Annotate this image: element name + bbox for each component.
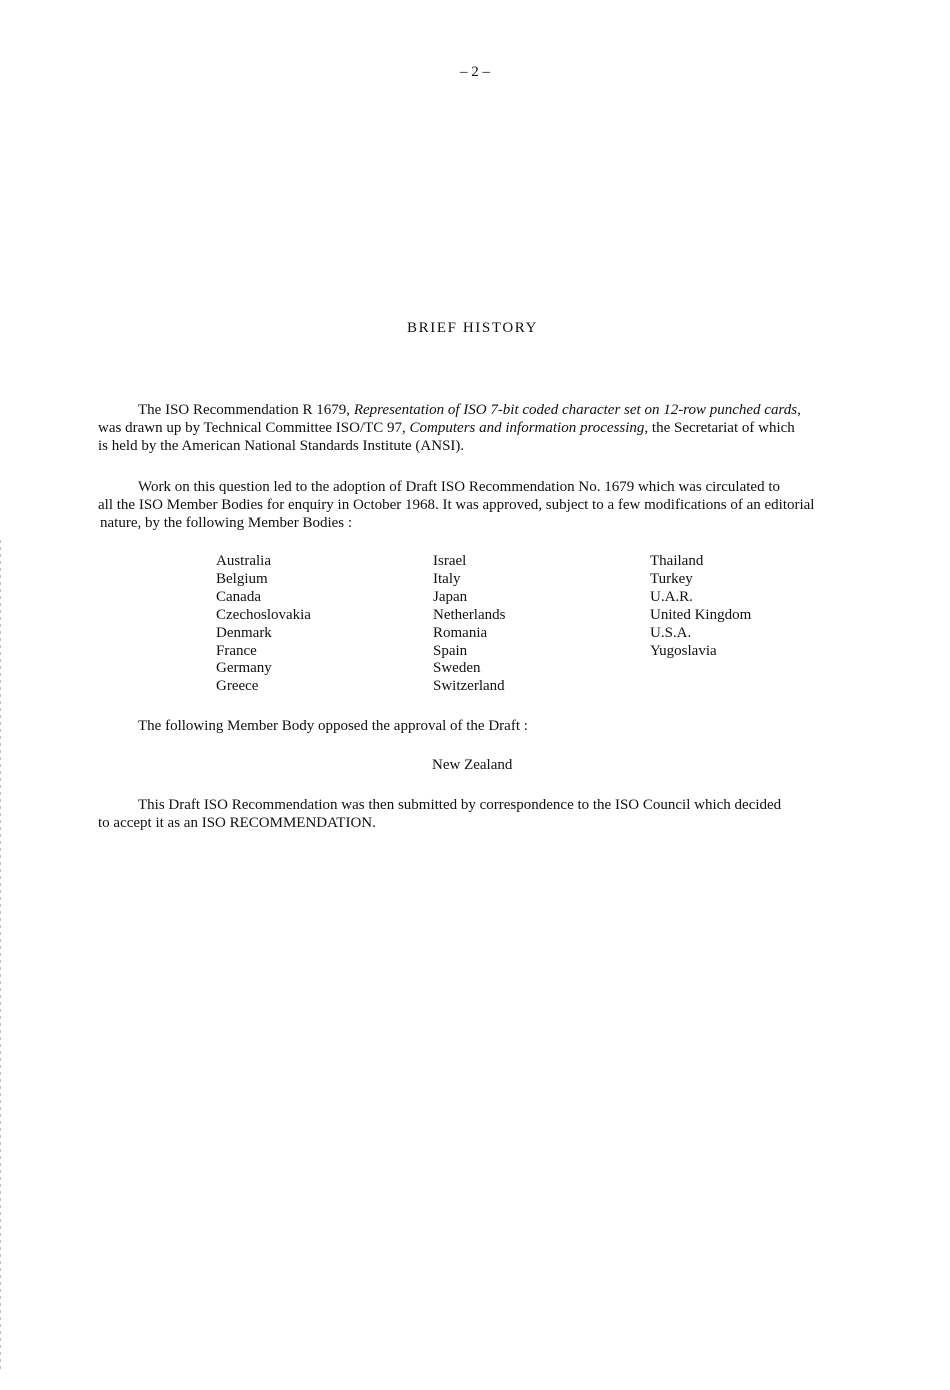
member-body: Spain	[433, 642, 468, 659]
member-body: Israel	[433, 553, 467, 569]
scan-edge-mark	[0, 540, 1, 1370]
paragraph-origin-line-3: is held by the American National Standards Institute (ANSI).	[98, 438, 465, 454]
member-body: Netherlands	[433, 606, 506, 623]
opposing-member-body: New Zealand	[432, 757, 513, 773]
paragraph-adoption-line-3: nature, by the following Member Bodies :	[100, 515, 353, 531]
member-body: U.S.A.	[650, 624, 692, 641]
member-body: U.A.R.	[650, 588, 693, 605]
member-body: Denmark	[216, 624, 272, 641]
member-body: Thailand	[650, 553, 704, 569]
paragraph-origin-line-1	[98, 401, 801, 419]
paragraph-acceptance-line-2: to accept it as an ISO RECOMMENDATION.	[98, 815, 376, 831]
member-body: Belgium	[216, 570, 268, 587]
paragraph-acceptance	[98, 796, 781, 832]
member-body: Romania	[433, 624, 488, 641]
paragraph-origin	[98, 401, 801, 455]
member-body: Turkey	[650, 570, 693, 587]
member-list-column-3	[650, 553, 751, 660]
paragraph-acceptance-line-1: This Draft ISO Recommendation was then submitted by correspondence to the ISO Council which decided	[138, 797, 782, 813]
paragraph-adoption	[98, 478, 814, 532]
paragraph-adoption-line-1: Work on this question led to the adoption of Draft ISO Recommendation No. 1679 which was circulated to	[138, 479, 780, 495]
member-body: Australia	[216, 553, 271, 569]
member-body: Greece	[216, 678, 259, 695]
member-list-column-2	[433, 553, 505, 696]
text-run: ,	[797, 402, 801, 418]
member-body: Germany	[216, 660, 272, 677]
opposition-statement: The following Member Body opposed the approval of the Draft :	[138, 718, 528, 734]
member-body: Japan	[433, 588, 468, 605]
member-body: Switzerland	[433, 678, 505, 695]
text-run: was drawn up by Technical Committee ISO/TC 97,	[98, 420, 410, 436]
member-body: United Kingdom	[650, 606, 752, 623]
paragraph-adoption-line-2: all the ISO Member Bodies for enquiry in October 1968. It was approved, subject to a few modifications of an editorial	[98, 497, 815, 513]
member-body: France	[216, 642, 257, 659]
member-body: Italy	[433, 570, 461, 587]
member-body: Czechoslovakia	[216, 606, 311, 623]
member-list-column-1	[216, 553, 311, 696]
paragraph-origin-line-2	[98, 419, 801, 437]
member-body: Sweden	[433, 660, 481, 677]
member-body: Canada	[216, 588, 261, 605]
committee-title: Computers and information processing	[409, 420, 645, 436]
member-body: Yugoslavia	[650, 642, 717, 659]
section-heading: BRIEF HISTORY	[407, 320, 538, 336]
page-number: – 2 –	[460, 64, 490, 80]
recommendation-title: Representation of ISO 7-bit coded character set on 12-row punched cards	[353, 402, 798, 418]
text-run: The ISO Recommendation R 1679,	[138, 402, 354, 418]
text-run: , the Secretariat of which	[644, 420, 795, 436]
